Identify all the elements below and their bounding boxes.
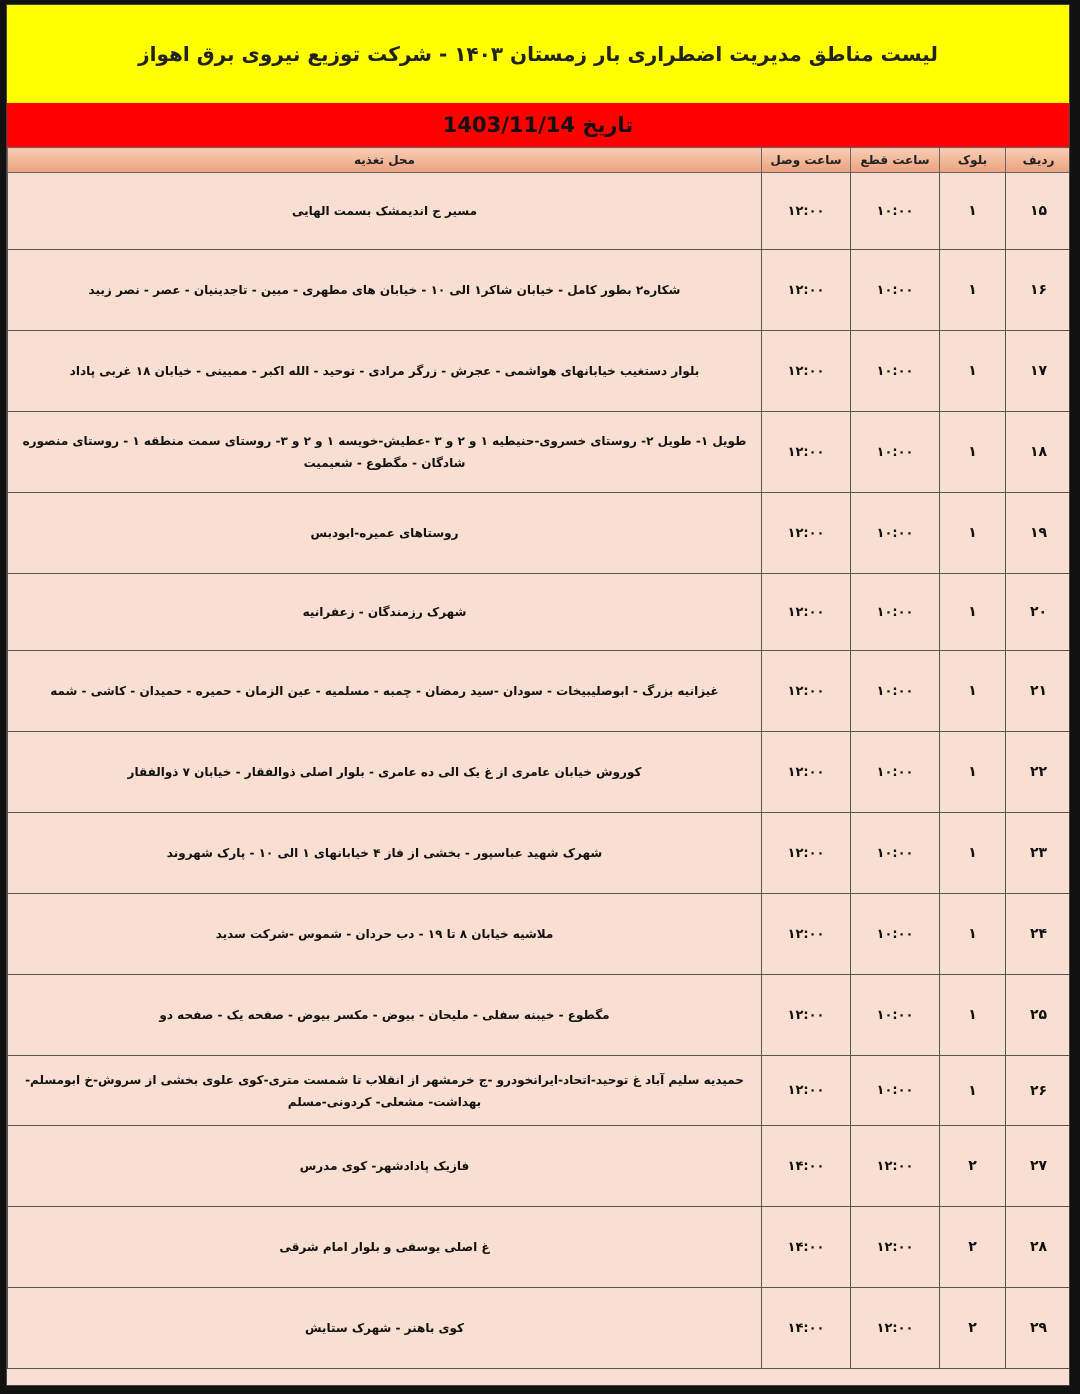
cut-time-cell: ۱۰:۰۰ — [851, 574, 940, 651]
block-cell: ۱ — [940, 412, 1006, 493]
table-row — [8, 1207, 1071, 1288]
feed-location-cell: غیزانیه بزرگ - ابوصلیبیخات - سودان -سید رمضان - چمبه - مسلمیه - عین الزمان - حمیره - حمیدان - کاشی - شمه — [8, 651, 762, 732]
feed-location-cell: شهرک شهید عباسپور - بخشی از فاز ۴ خیابانهای ۱ الی ۱۰ - پارک شهروند — [8, 813, 762, 894]
table-row — [8, 732, 1071, 813]
connect-time-cell: ۱۲:۰۰ — [762, 493, 851, 574]
table-row — [8, 894, 1071, 975]
feed-location-cell: روستاهای عمیره-ابودبس — [8, 493, 762, 574]
row-number-cell: ۲۲ — [1006, 732, 1071, 813]
cut-time-cell: ۱۰:۰۰ — [851, 173, 940, 250]
block-cell: ۱ — [940, 493, 1006, 574]
feed-location-cell: مسیر ج اندیمشک بسمت الهایی — [8, 173, 762, 250]
table-row — [8, 250, 1071, 331]
cut-time-cell: ۱۰:۰۰ — [851, 412, 940, 493]
row-number-cell: ۱۹ — [1006, 493, 1071, 574]
feed-location-cell: مگطوع - خیبنه سفلی - ملیحان - بیوض - مکسر بیوض - صفحه یک - صفحه دو — [8, 975, 762, 1056]
cut-time-cell: ۱۰:۰۰ — [851, 732, 940, 813]
connect-time-cell: ۱۲:۰۰ — [762, 250, 851, 331]
connect-time-cell: ۱۴:۰۰ — [762, 1126, 851, 1207]
table-row — [8, 975, 1071, 1056]
connect-time-cell: ۱۲:۰۰ — [762, 331, 851, 412]
feed-location-cell: غ اصلی یوسفی و بلوار امام شرقی — [8, 1207, 762, 1288]
cut-time-cell: ۱۰:۰۰ — [851, 250, 940, 331]
feed-location-cell: فازیک پادادشهر- کوی مدرس — [8, 1126, 762, 1207]
table-row — [8, 574, 1071, 651]
connect-time-cell: ۱۲:۰۰ — [762, 975, 851, 1056]
connect-time-cell: ۱۲:۰۰ — [762, 894, 851, 975]
date-label: تاریخ 1403/11/14 — [442, 113, 634, 137]
cut-time-cell: ۱۰:۰۰ — [851, 813, 940, 894]
connect-time-cell: ۱۴:۰۰ — [762, 1288, 851, 1369]
feed-location-cell: شکاره۲ بطور کامل - خیابان شاکر۱ الی ۱۰ - خیابان های مطهری - مبین - تاجدینیان - عصر - نصر زبید — [8, 250, 762, 331]
table-row — [8, 493, 1071, 574]
block-cell: ۱ — [940, 975, 1006, 1056]
table-row — [8, 173, 1071, 250]
block-cell: ۱ — [940, 173, 1006, 250]
row-number-cell: ۲۸ — [1006, 1207, 1071, 1288]
cut-time-cell: ۱۰:۰۰ — [851, 975, 940, 1056]
connect-time-cell: ۱۴:۰۰ — [762, 1207, 851, 1288]
row-number-cell: ۲۰ — [1006, 574, 1071, 651]
cut-time-cell: ۱۰:۰۰ — [851, 493, 940, 574]
table-row — [8, 412, 1071, 493]
feed-location-cell: حمیدیه سلیم آباد غ توحید-اتحاد-ایرانخودرو -ج خرمشهر از انقلاب تا شمست متری-کوی علوی بخشی از سروش-خ ابومسلم- بهداشت- مشعلی- کردونی-مسلم — [8, 1056, 762, 1126]
row-number-cell: ۱۶ — [1006, 250, 1071, 331]
table-row — [8, 813, 1071, 894]
feed-location-cell: ملاشیه خیابان ۸ تا ۱۹ - دب حردان - شموس -شرکت سدید — [8, 894, 762, 975]
table-header-row — [8, 148, 1071, 173]
row-number-cell: ۲۵ — [1006, 975, 1071, 1056]
header-cut-time: ساعت قطع — [851, 148, 940, 173]
block-cell: ۲ — [940, 1126, 1006, 1207]
row-number-cell: ۱۵ — [1006, 173, 1071, 250]
row-number-cell: ۲۱ — [1006, 651, 1071, 732]
feed-location-cell: بلوار دستغیب خیابانهای هواشمی - عجرش - زرگر مرادی - توحید - الله اکبر - ممیینی - خیابان ۱۸ غربی پاداد — [8, 331, 762, 412]
row-number-cell: ۲۶ — [1006, 1056, 1071, 1126]
cut-time-cell: ۱۰:۰۰ — [851, 1056, 940, 1126]
cut-time-cell: ۱۲:۰۰ — [851, 1288, 940, 1369]
header-connect-time: ساعت وصل — [762, 148, 851, 173]
table-row — [8, 1126, 1071, 1207]
cut-time-cell: ۱۲:۰۰ — [851, 1207, 940, 1288]
cut-time-cell: ۱۰:۰۰ — [851, 651, 940, 732]
row-number-cell: ۲۴ — [1006, 894, 1071, 975]
table-row — [8, 651, 1071, 732]
connect-time-cell: ۱۲:۰۰ — [762, 173, 851, 250]
connect-time-cell: ۱۲:۰۰ — [762, 813, 851, 894]
table-row — [8, 1056, 1071, 1126]
feed-location-cell: کوروش خیابان عامری از غ یک الی ده عامری - بلوار اصلی ذوالفقار - خیابان ۷ ذوالفقار — [8, 732, 762, 813]
title-banner — [7, 5, 1069, 104]
block-cell: ۲ — [940, 1288, 1006, 1369]
date-banner — [7, 103, 1069, 147]
block-cell: ۱ — [940, 250, 1006, 331]
feed-location-cell: طویل ۱- طویل ۲- روستای خسروی-حنیطیه ۱ و ۲ و ۳ -عطیش-خویسه ۱ و ۲ و ۳- روستای سمت منطقه ۱ - روستای منصوره شادگان - مگطوع - شعیمیت — [8, 412, 762, 493]
row-number-cell: ۲۷ — [1006, 1126, 1071, 1207]
connect-time-cell: ۱۲:۰۰ — [762, 574, 851, 651]
feed-location-cell: کوی باهنر - شهرک ستایش — [8, 1288, 762, 1369]
cut-time-cell: ۱۰:۰۰ — [851, 331, 940, 412]
block-cell: ۱ — [940, 894, 1006, 975]
header-feed-location: محل تغذیه — [8, 148, 762, 173]
header-row-number: ردیف — [1006, 148, 1071, 173]
connect-time-cell: ۱۲:۰۰ — [762, 1056, 851, 1126]
header-block: بلوک — [940, 148, 1006, 173]
feed-location-cell: شهرک رزمندگان - زعفرانیه — [8, 574, 762, 651]
row-number-cell: ۲۳ — [1006, 813, 1071, 894]
block-cell: ۱ — [940, 574, 1006, 651]
row-number-cell: ۱۷ — [1006, 331, 1071, 412]
block-cell: ۱ — [940, 813, 1006, 894]
cut-time-cell: ۱۰:۰۰ — [851, 894, 940, 975]
table-row — [8, 331, 1071, 412]
connect-time-cell: ۱۲:۰۰ — [762, 732, 851, 813]
connect-time-cell: ۱۲:۰۰ — [762, 412, 851, 493]
connect-time-cell: ۱۲:۰۰ — [762, 651, 851, 732]
table-row — [8, 1288, 1071, 1369]
block-cell: ۱ — [940, 651, 1006, 732]
outage-table — [7, 147, 1070, 1369]
row-number-cell: ۱۸ — [1006, 412, 1071, 493]
cut-time-cell: ۱۲:۰۰ — [851, 1126, 940, 1207]
row-number-cell: ۲۹ — [1006, 1288, 1071, 1369]
block-cell: ۱ — [940, 331, 1006, 412]
page-title: لیست مناطق مدیریت اضطراری بار زمستان ۱۴۰۳ - شرکت توزیع نیروی برق اهواز — [138, 42, 938, 66]
block-cell: ۱ — [940, 1056, 1006, 1126]
block-cell: ۲ — [940, 1207, 1006, 1288]
block-cell: ۱ — [940, 732, 1006, 813]
schedule-sheet — [6, 4, 1070, 1386]
